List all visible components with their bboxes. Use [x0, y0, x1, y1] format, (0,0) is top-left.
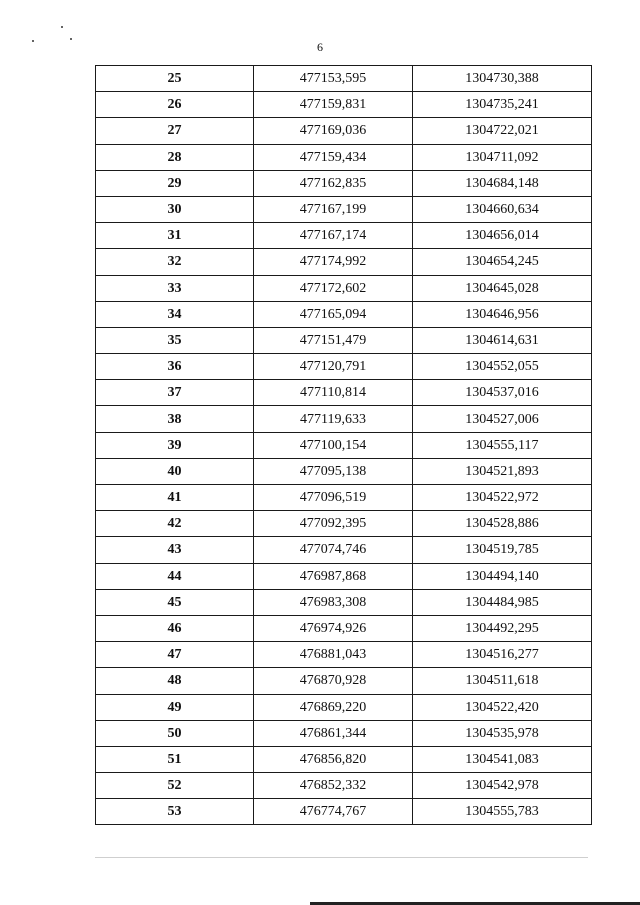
- x-coordinate-cell: 477159,434: [254, 144, 413, 170]
- table-row: [96, 118, 592, 144]
- x-coordinate-cell: 476881,043: [254, 642, 413, 668]
- table-row: [96, 92, 592, 118]
- x-coordinate-cell: 477167,174: [254, 223, 413, 249]
- y-coordinate-cell: 1304645,028: [413, 275, 592, 301]
- y-coordinate-cell: 1304522,972: [413, 485, 592, 511]
- point-number-cell: 52: [96, 773, 254, 799]
- page-number: 6: [317, 40, 323, 54]
- table-row: [96, 642, 592, 668]
- point-number-cell: 39: [96, 432, 254, 458]
- x-coordinate-cell: 477119,633: [254, 406, 413, 432]
- point-number-cell: 33: [96, 275, 254, 301]
- y-coordinate-cell: 1304614,631: [413, 327, 592, 353]
- bottom-rule: [95, 857, 588, 858]
- table-row: [96, 615, 592, 641]
- x-coordinate-cell: 477174,992: [254, 249, 413, 275]
- table-row: [96, 275, 592, 301]
- x-coordinate-cell: 477165,094: [254, 301, 413, 327]
- table-row: [96, 66, 592, 92]
- table-row: [96, 773, 592, 799]
- x-coordinate-cell: 476983,308: [254, 589, 413, 615]
- point-number-cell: 37: [96, 380, 254, 406]
- point-number-cell: 29: [96, 170, 254, 196]
- point-number-cell: 36: [96, 354, 254, 380]
- table-row: [96, 301, 592, 327]
- table-row: [96, 223, 592, 249]
- point-number-cell: 49: [96, 694, 254, 720]
- y-coordinate-cell: 1304555,783: [413, 799, 592, 825]
- point-number-cell: 25: [96, 66, 254, 92]
- point-number-cell: 44: [96, 563, 254, 589]
- table-row: [96, 170, 592, 196]
- table-row: [96, 694, 592, 720]
- speck: [61, 26, 63, 28]
- table-row: [96, 668, 592, 694]
- table-row: [96, 799, 592, 825]
- x-coordinate-cell: 476987,868: [254, 563, 413, 589]
- table-row: [96, 354, 592, 380]
- y-coordinate-cell: 1304494,140: [413, 563, 592, 589]
- y-coordinate-cell: 1304516,277: [413, 642, 592, 668]
- y-coordinate-cell: 1304519,785: [413, 537, 592, 563]
- table-row: [96, 746, 592, 772]
- y-coordinate-cell: 1304484,985: [413, 589, 592, 615]
- x-coordinate-cell: 477151,479: [254, 327, 413, 353]
- point-number-cell: 43: [96, 537, 254, 563]
- x-coordinate-cell: 476869,220: [254, 694, 413, 720]
- point-number-cell: 45: [96, 589, 254, 615]
- coordinates-table: [95, 65, 592, 825]
- table-row: [96, 432, 592, 458]
- y-coordinate-cell: 1304511,618: [413, 668, 592, 694]
- point-number-cell: 26: [96, 92, 254, 118]
- x-coordinate-cell: 477100,154: [254, 432, 413, 458]
- y-coordinate-cell: 1304542,978: [413, 773, 592, 799]
- table-row: [96, 537, 592, 563]
- point-number-cell: 34: [96, 301, 254, 327]
- x-coordinate-cell: 477172,602: [254, 275, 413, 301]
- table-row: [96, 327, 592, 353]
- table-row: [96, 458, 592, 484]
- y-coordinate-cell: 1304656,014: [413, 223, 592, 249]
- table-row: [96, 196, 592, 222]
- table-row: [96, 720, 592, 746]
- x-coordinate-cell: 477096,519: [254, 485, 413, 511]
- x-coordinate-cell: 477169,036: [254, 118, 413, 144]
- y-coordinate-cell: 1304660,634: [413, 196, 592, 222]
- point-number-cell: 53: [96, 799, 254, 825]
- point-number-cell: 28: [96, 144, 254, 170]
- point-number-cell: 50: [96, 720, 254, 746]
- x-coordinate-cell: 477074,746: [254, 537, 413, 563]
- x-coordinate-cell: 476974,926: [254, 615, 413, 641]
- x-coordinate-cell: 476861,344: [254, 720, 413, 746]
- point-number-cell: 41: [96, 485, 254, 511]
- y-coordinate-cell: 1304537,016: [413, 380, 592, 406]
- x-coordinate-cell: 476856,820: [254, 746, 413, 772]
- x-coordinate-cell: 477167,199: [254, 196, 413, 222]
- y-coordinate-cell: 1304527,006: [413, 406, 592, 432]
- x-coordinate-cell: 477095,138: [254, 458, 413, 484]
- table-row: [96, 380, 592, 406]
- x-coordinate-cell: 477162,835: [254, 170, 413, 196]
- x-coordinate-cell: 476852,332: [254, 773, 413, 799]
- y-coordinate-cell: 1304722,021: [413, 118, 592, 144]
- table-row: [96, 485, 592, 511]
- point-number-cell: 32: [96, 249, 254, 275]
- point-number-cell: 38: [96, 406, 254, 432]
- x-coordinate-cell: 477153,595: [254, 66, 413, 92]
- table-row: [96, 249, 592, 275]
- point-number-cell: 40: [96, 458, 254, 484]
- x-coordinate-cell: 477092,395: [254, 511, 413, 537]
- point-number-cell: 46: [96, 615, 254, 641]
- point-number-cell: 51: [96, 746, 254, 772]
- y-coordinate-cell: 1304730,388: [413, 66, 592, 92]
- x-coordinate-cell: 477159,831: [254, 92, 413, 118]
- table-row: [96, 563, 592, 589]
- x-coordinate-cell: 477110,814: [254, 380, 413, 406]
- point-number-cell: 42: [96, 511, 254, 537]
- table-row: [96, 511, 592, 537]
- table-row: [96, 589, 592, 615]
- y-coordinate-cell: 1304552,055: [413, 354, 592, 380]
- y-coordinate-cell: 1304684,148: [413, 170, 592, 196]
- y-coordinate-cell: 1304535,978: [413, 720, 592, 746]
- point-number-cell: 31: [96, 223, 254, 249]
- y-coordinate-cell: 1304735,241: [413, 92, 592, 118]
- point-number-cell: 30: [96, 196, 254, 222]
- x-coordinate-cell: 476774,767: [254, 799, 413, 825]
- y-coordinate-cell: 1304555,117: [413, 432, 592, 458]
- y-coordinate-cell: 1304528,886: [413, 511, 592, 537]
- y-coordinate-cell: 1304522,420: [413, 694, 592, 720]
- y-coordinate-cell: 1304541,083: [413, 746, 592, 772]
- y-coordinate-cell: 1304646,956: [413, 301, 592, 327]
- table-row: [96, 406, 592, 432]
- point-number-cell: 47: [96, 642, 254, 668]
- point-number-cell: 27: [96, 118, 254, 144]
- y-coordinate-cell: 1304654,245: [413, 249, 592, 275]
- y-coordinate-cell: 1304492,295: [413, 615, 592, 641]
- x-coordinate-cell: 477120,791: [254, 354, 413, 380]
- point-number-cell: 48: [96, 668, 254, 694]
- table-row: [96, 144, 592, 170]
- y-coordinate-cell: 1304711,092: [413, 144, 592, 170]
- point-number-cell: 35: [96, 327, 254, 353]
- x-coordinate-cell: 476870,928: [254, 668, 413, 694]
- coordinates-table-body: [96, 66, 592, 825]
- y-coordinate-cell: 1304521,893: [413, 458, 592, 484]
